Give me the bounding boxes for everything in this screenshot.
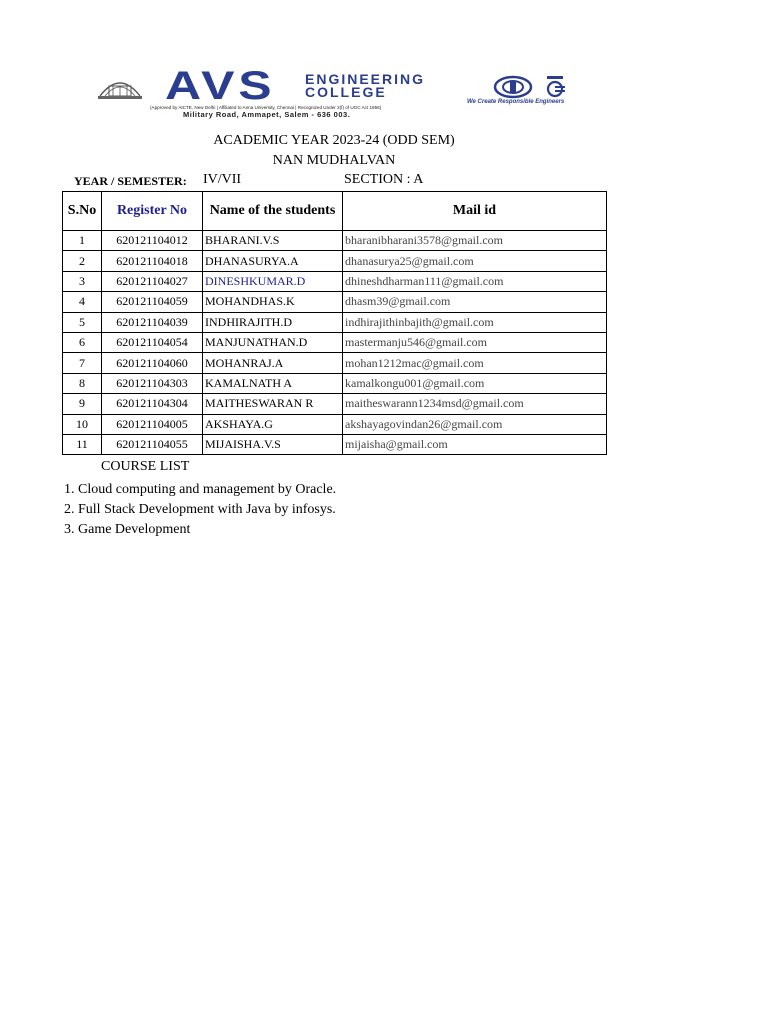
cell-sno: 2 (63, 251, 102, 271)
header-mail-id: Mail id (343, 192, 607, 231)
college-name: ENGINEERING COLLEGE (305, 71, 426, 100)
cell-sno: 5 (63, 312, 102, 332)
cell-student-name: DHANASURYA.A (203, 251, 343, 271)
cell-sno: 4 (63, 292, 102, 312)
cell-mail-id[interactable]: bharanibharani3578@gmail.com (343, 231, 607, 251)
program-title: NAN MUDHALVAN (272, 153, 396, 168)
college-mark: AVS (165, 64, 276, 108)
cell-register-no: 620121104012 (102, 231, 203, 251)
cell-student-name: DINESHKUMAR.D (203, 271, 343, 291)
cell-register-no: 620121104060 (102, 353, 203, 373)
table-row (63, 251, 607, 271)
course-item: 1. Cloud computing and management by Oracle. (64, 482, 337, 497)
cell-mail-id[interactable]: dhanasurya25@gmail.com (343, 251, 607, 271)
cell-register-no: 620121104005 (102, 414, 203, 434)
table-row (63, 332, 607, 352)
table-row (63, 292, 607, 312)
cell-mail-id[interactable]: indhirajithinbajith@gmail.com (343, 312, 607, 332)
college-approval: (Approved by AICTE, New Delhi | Affiliated to Anna University, Chennai | Recognized Under 2(f) of UGC Act 1956) (150, 105, 382, 110)
cell-mail-id[interactable]: maitheswarann1234msd@gmail.com (343, 394, 607, 414)
cell-student-name: INDHIRAJITH.D (203, 312, 343, 332)
college-tagline: We Create Responsible Engineers (467, 99, 565, 105)
table-row (63, 373, 607, 393)
cell-mail-id[interactable]: kamalkongu001@gmail.com (343, 373, 607, 393)
year-semester-value: IV/VII (203, 172, 242, 187)
cell-sno: 1 (63, 231, 102, 251)
students-table (62, 191, 607, 455)
cell-mail-id[interactable]: mastermanju546@gmail.com (343, 332, 607, 352)
header-register-no: Register No (102, 192, 203, 231)
header-sno: S.No (63, 192, 102, 231)
cell-student-name: MOHANRAJ.A (203, 353, 343, 373)
cell-mail-id[interactable]: dhineshdharman111@gmail.com (343, 271, 607, 291)
cell-register-no: 620121104018 (102, 251, 203, 271)
cell-student-name: MANJUNATHAN.D (203, 332, 343, 352)
table-row (63, 231, 607, 251)
table-row (63, 434, 607, 454)
cell-register-no: 620121104039 (102, 312, 203, 332)
cell-register-no: 620121104054 (102, 332, 203, 352)
course-item: 3. Game Development (64, 522, 191, 537)
cell-mail-id[interactable]: mohan1212mac@gmail.com (343, 353, 607, 373)
college-emblem-icon (95, 74, 145, 100)
header-student-name: Name of the students (203, 192, 343, 231)
table-row (63, 353, 607, 373)
cell-mail-id[interactable]: dhasm39@gmail.com (343, 292, 607, 312)
cell-sno: 9 (63, 394, 102, 414)
cell-sno: 10 (63, 414, 102, 434)
cell-student-name: MAITHESWARAN R (203, 394, 343, 414)
table-row (63, 394, 607, 414)
cell-student-name: BHARANI.V.S (203, 231, 343, 251)
cell-mail-id[interactable]: akshayagovindan26@gmail.com (343, 414, 607, 434)
year-semester-label: YEAR / SEMESTER: (74, 174, 187, 188)
course-item: 2. Full Stack Development with Java by infosys. (64, 502, 336, 517)
cell-sno: 8 (63, 373, 102, 393)
cell-student-name: KAMALNATH A (203, 373, 343, 393)
academic-year-title: ACADEMIC YEAR 2023-24 (ODD SEM) (213, 133, 455, 148)
cell-student-name: AKSHAYA.G (203, 414, 343, 434)
cell-student-name: MOHANDHAS.K (203, 292, 343, 312)
college-header-logo (95, 64, 575, 119)
table-row (63, 271, 607, 291)
cell-register-no: 620121104303 (102, 373, 203, 393)
table-row (63, 312, 607, 332)
cell-mail-id[interactable]: mijaisha@gmail.com (343, 434, 607, 454)
accreditation-badges-icon (493, 74, 575, 100)
cell-sno: 6 (63, 332, 102, 352)
cell-register-no: 620121104059 (102, 292, 203, 312)
course-list (64, 480, 336, 540)
cell-student-name: MIJAISHA.V.S (203, 434, 343, 454)
table-row (63, 414, 607, 434)
cell-register-no: 620121104027 (102, 271, 203, 291)
table-header-row (63, 192, 607, 231)
section-value: SECTION : A (344, 172, 424, 187)
cell-register-no: 620121104304 (102, 394, 203, 414)
course-list-heading: COURSE LIST (101, 459, 190, 474)
cell-register-no: 620121104055 (102, 434, 203, 454)
cell-sno: 3 (63, 271, 102, 291)
college-address: Military Road, Ammapet, Salem - 636 003. (183, 110, 351, 119)
cell-sno: 11 (63, 434, 102, 454)
cell-sno: 7 (63, 353, 102, 373)
